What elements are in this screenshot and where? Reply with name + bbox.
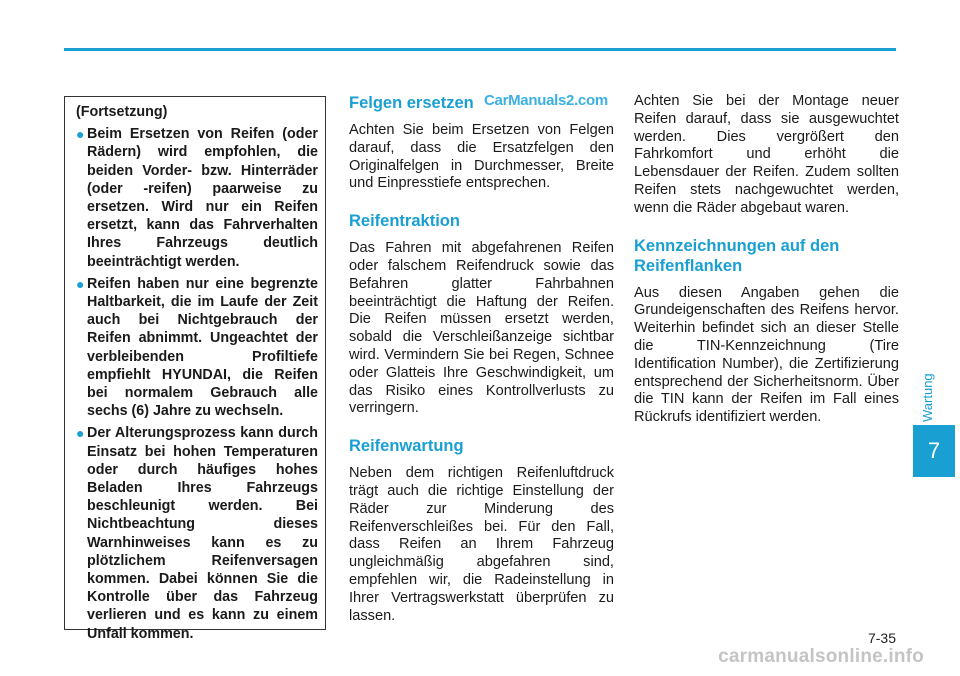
column-right [634,93,899,445]
intro-paragraph: Achten Sie bei der Montage neuer Reifen darauf, dass sie ausgewuchtet werden. Dies vergrößert den Fahrkomfort und erhöht die Lebensdauer der Reifen. Zudem sollten Reifen stets nachgewuchtet werden, wenn die Räder abgebaut waren. [634,93,899,216]
column-middle [349,93,614,643]
side-tab-label: Wartung [920,373,935,423]
warning-item-text: Reifen haben nur eine begrenzte Haltbarkeit, die im Laufe der Zeit auch bei Nichtgebrauch der Reifen abnimmt. Ungeachtet der verbleibenden Profiltiefe empfiehlt HYUNDAI, die Reifen bei normalem Gebrauch alle sechs (6) Jahre zu wechseln. [87,275,318,420]
continued-label: (Fortsetzung) [76,104,168,120]
bullet-icon: ● [76,275,85,292]
section-heading: Reifenwartung [349,437,464,456]
section-body: Neben dem richtigen Reifenluftdruck trägt auch die richtige Einstellung der Räder zur Minderung des Reifenverschleißes bei. Für den Fall, dass Reifen an Ihrem Fahrzeug ungleichmäßig abgefahren sind, empfehlen wir, die Radeinstellung in Ihrer Vertragswerkstatt überprüfen zu lassen. [349,465,614,624]
section-heading: Felgen ersetzen [349,94,474,112]
footer-watermark: carmanualsonline.info [718,646,924,667]
warning-item-text: Der Alterungsprozess kann durch Einsatz bei hohen Temperaturen oder durch häufiges hohes Beladen Ihres Fahrzeugs beschleunigt werden. Bei Nichtbeachtung dieses Warnhinweises kann es zu plötzlichem Reifenversagen kommen. Dabei können Sie die Kontrolle über das Fahrzeug verlieren und es kann zu einem Unfall kommen. [87,425,318,642]
section-body: Achten Sie beim Ersetzen von Felgen darauf, dass die Ersatzfelgen den Originalfelgen in Durchmesser, Breite und Einpresstiefe entsprechen. [349,122,614,192]
warning-item [76,424,318,642]
bullet-icon: ● [76,425,85,442]
chapter-number-tab: 7 [913,425,955,477]
header-rule [64,48,896,51]
section-heading: Reifentraktion [349,212,460,231]
warning-item-text: Beim Ersetzen von Reifen (oder Rädern) wird empfohlen, die beiden Vorder- bzw. Hinterräder (oder -reifen) paarweise zu ersetzen. Wird nur ein Reifen ersetzt, kann das Fahrverhalten Ihres Fahrzeugs deutlich beeinträchtigt werden. [87,126,318,270]
warning-item [76,125,318,271]
warning-list [76,125,318,643]
section-body: Das Fahren mit abgefahrenen Reifen oder falschem Reifendruck sowie das Befahren glatter Fahrbahnen beeinträchtigt die Haftung der Reifen. Die Reifen müssen ersetzt werden, sobald die Verschleißanzeige sichtbar wird. Vermindern Sie bei Regen, Schnee oder Glatteis Ihre Geschwindigkeit, um das Risiko eines Kontrollverlusts zu verringern. [349,240,614,417]
page-number: 7-35 [867,630,896,646]
section-heading: Kennzeichnungen auf den Reifenflanken [634,236,840,275]
warning-item [76,275,318,421]
section-body: Aus diesen Angaben gehen die Grundeigenschaften des Reifens hervor. Weiterhin befindet sich an dieser Stelle die TIN-Kennzeichnung (Tire Identification Number), die Zertifizierung entsprechend der Sicherheitsnorm. Über die TIN kann der Reifen im Fall eines Rückrufs identifiziert werden. [634,284,899,426]
warning-box [64,96,326,642]
watermark-top: CarManuals2.com [484,92,608,109]
bullet-icon: ● [76,126,85,143]
